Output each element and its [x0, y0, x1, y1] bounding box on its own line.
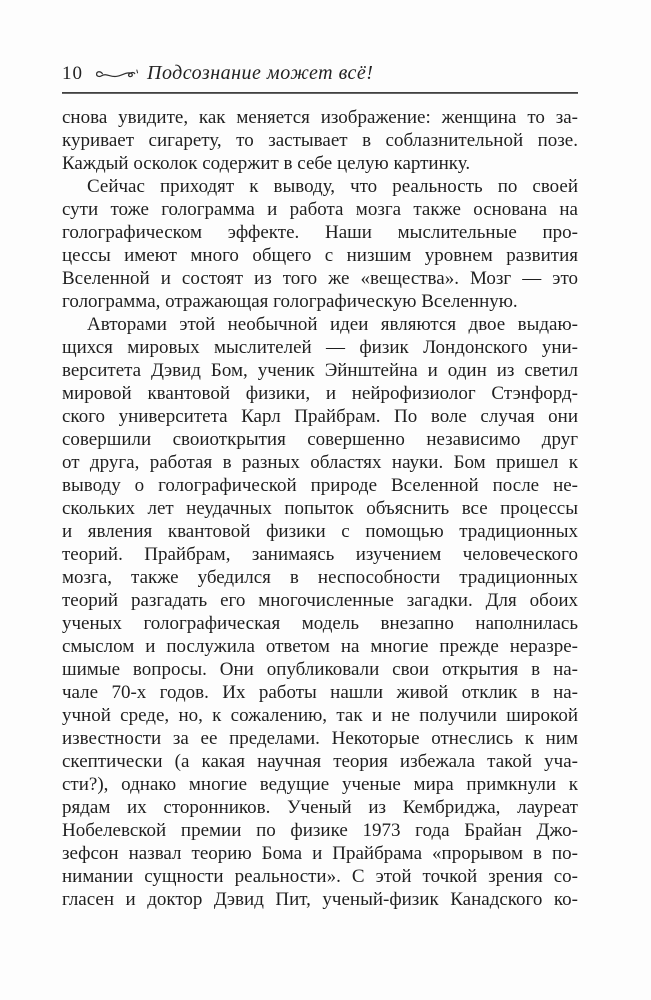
text-line: нимании сущности реальности». С этой точкой зрения со-: [62, 866, 578, 887]
text-line: известности за ее пределами. Некоторые отнеслись к ним: [62, 728, 578, 749]
text-line: Авторами этой необычной идеи являются двое выдаю-: [87, 314, 578, 335]
text-line: сти?), однако многие ведущие ученые мира примкнули к: [62, 774, 578, 795]
text-line: чале 70-х годов. Их работы нашли живой отклик в на-: [62, 682, 578, 703]
text-line: учной среде, но, к сожалению, так и не получили широкой: [62, 705, 578, 726]
text-line: гласен и доктор Дэвид Пит, ученый-физик Канадского ко-: [62, 889, 578, 910]
flourish-icon: [93, 66, 139, 84]
text-line: Вселенной и состоят из того же «вещества». Мозг — это: [62, 268, 578, 289]
text-line: куривает сигарету, то застывает в соблазнительной позе.: [62, 130, 578, 151]
text-line: мировой квантовой физики, и нейрофизиолог Стэнфорд-: [62, 383, 578, 404]
text-line: сути тоже голограмма и работа мозга также основана на: [62, 199, 578, 220]
text-line: скольких лет неудачных попыток объяснить все процессы: [62, 498, 578, 519]
text-line: шимые вопросы. Они опубликовали свои открытия в на-: [62, 659, 578, 680]
text-line: щихся мировых мыслителей — физик Лондонского уни-: [62, 337, 578, 358]
text-line: рядам их сторонников. Ученый из Кембриджа, лауреат: [62, 797, 578, 818]
text-line: голограмма, отражающая голографическую Вселенную.: [62, 291, 518, 312]
text-line: Нобелевской премии по физике 1973 года Брайан Джо-: [62, 820, 578, 841]
text-line: выводу о голографической природе Вселенной после не-: [62, 475, 578, 496]
text-line: голографическом эффекте. Наши мыслительные про-: [62, 222, 578, 243]
text-line: теорий разгадать его многочисленные загадки. Для обоих: [62, 590, 578, 611]
text-line: снова увидите, как меняется изображение: женщина то за-: [62, 107, 578, 128]
header-rule: [62, 92, 578, 94]
running-header: [62, 62, 578, 88]
body-text: [62, 106, 578, 911]
text-line: скептически (а какая научная теория избежала такой уча-: [62, 751, 578, 772]
text-line: ученых голографическая модель внезапно наполнилась: [62, 613, 578, 634]
text-line: мозга, также убедился в неспособности традиционных: [62, 567, 578, 588]
text-line: цессы имеют много общего с низшим уровнем развития: [62, 245, 578, 266]
text-line: зефсон назвал теорию Бома и Прайбрама «прорывом в по-: [62, 843, 578, 864]
text-line: верситета Дэвид Бом, ученик Эйнштейна и один из светил: [62, 360, 578, 381]
text-line: теорий. Прайбрам, занимаясь изучением человеческого: [62, 544, 578, 565]
text-line: смыслом и послужила ответом на многие прежде неразре-: [62, 636, 578, 657]
page-number: 10: [62, 63, 83, 84]
text-line: совершили своиоткрытия совершенно независимо друг: [62, 429, 578, 450]
text-line: и явления квантовой физики с помощью традиционных: [62, 521, 578, 542]
text-line: Каждый осколок содержит в себе целую картинку.: [62, 153, 471, 174]
text-line: от друга, работая в разных областях науки. Бом пришел к: [62, 452, 578, 473]
text-line: ского университета Карл Прайбрам. По воле случая они: [62, 406, 578, 427]
book-title: Подсознание может всё!: [147, 62, 374, 84]
text-line: Сейчас приходят к выводу, что реальность по своей: [87, 176, 578, 197]
